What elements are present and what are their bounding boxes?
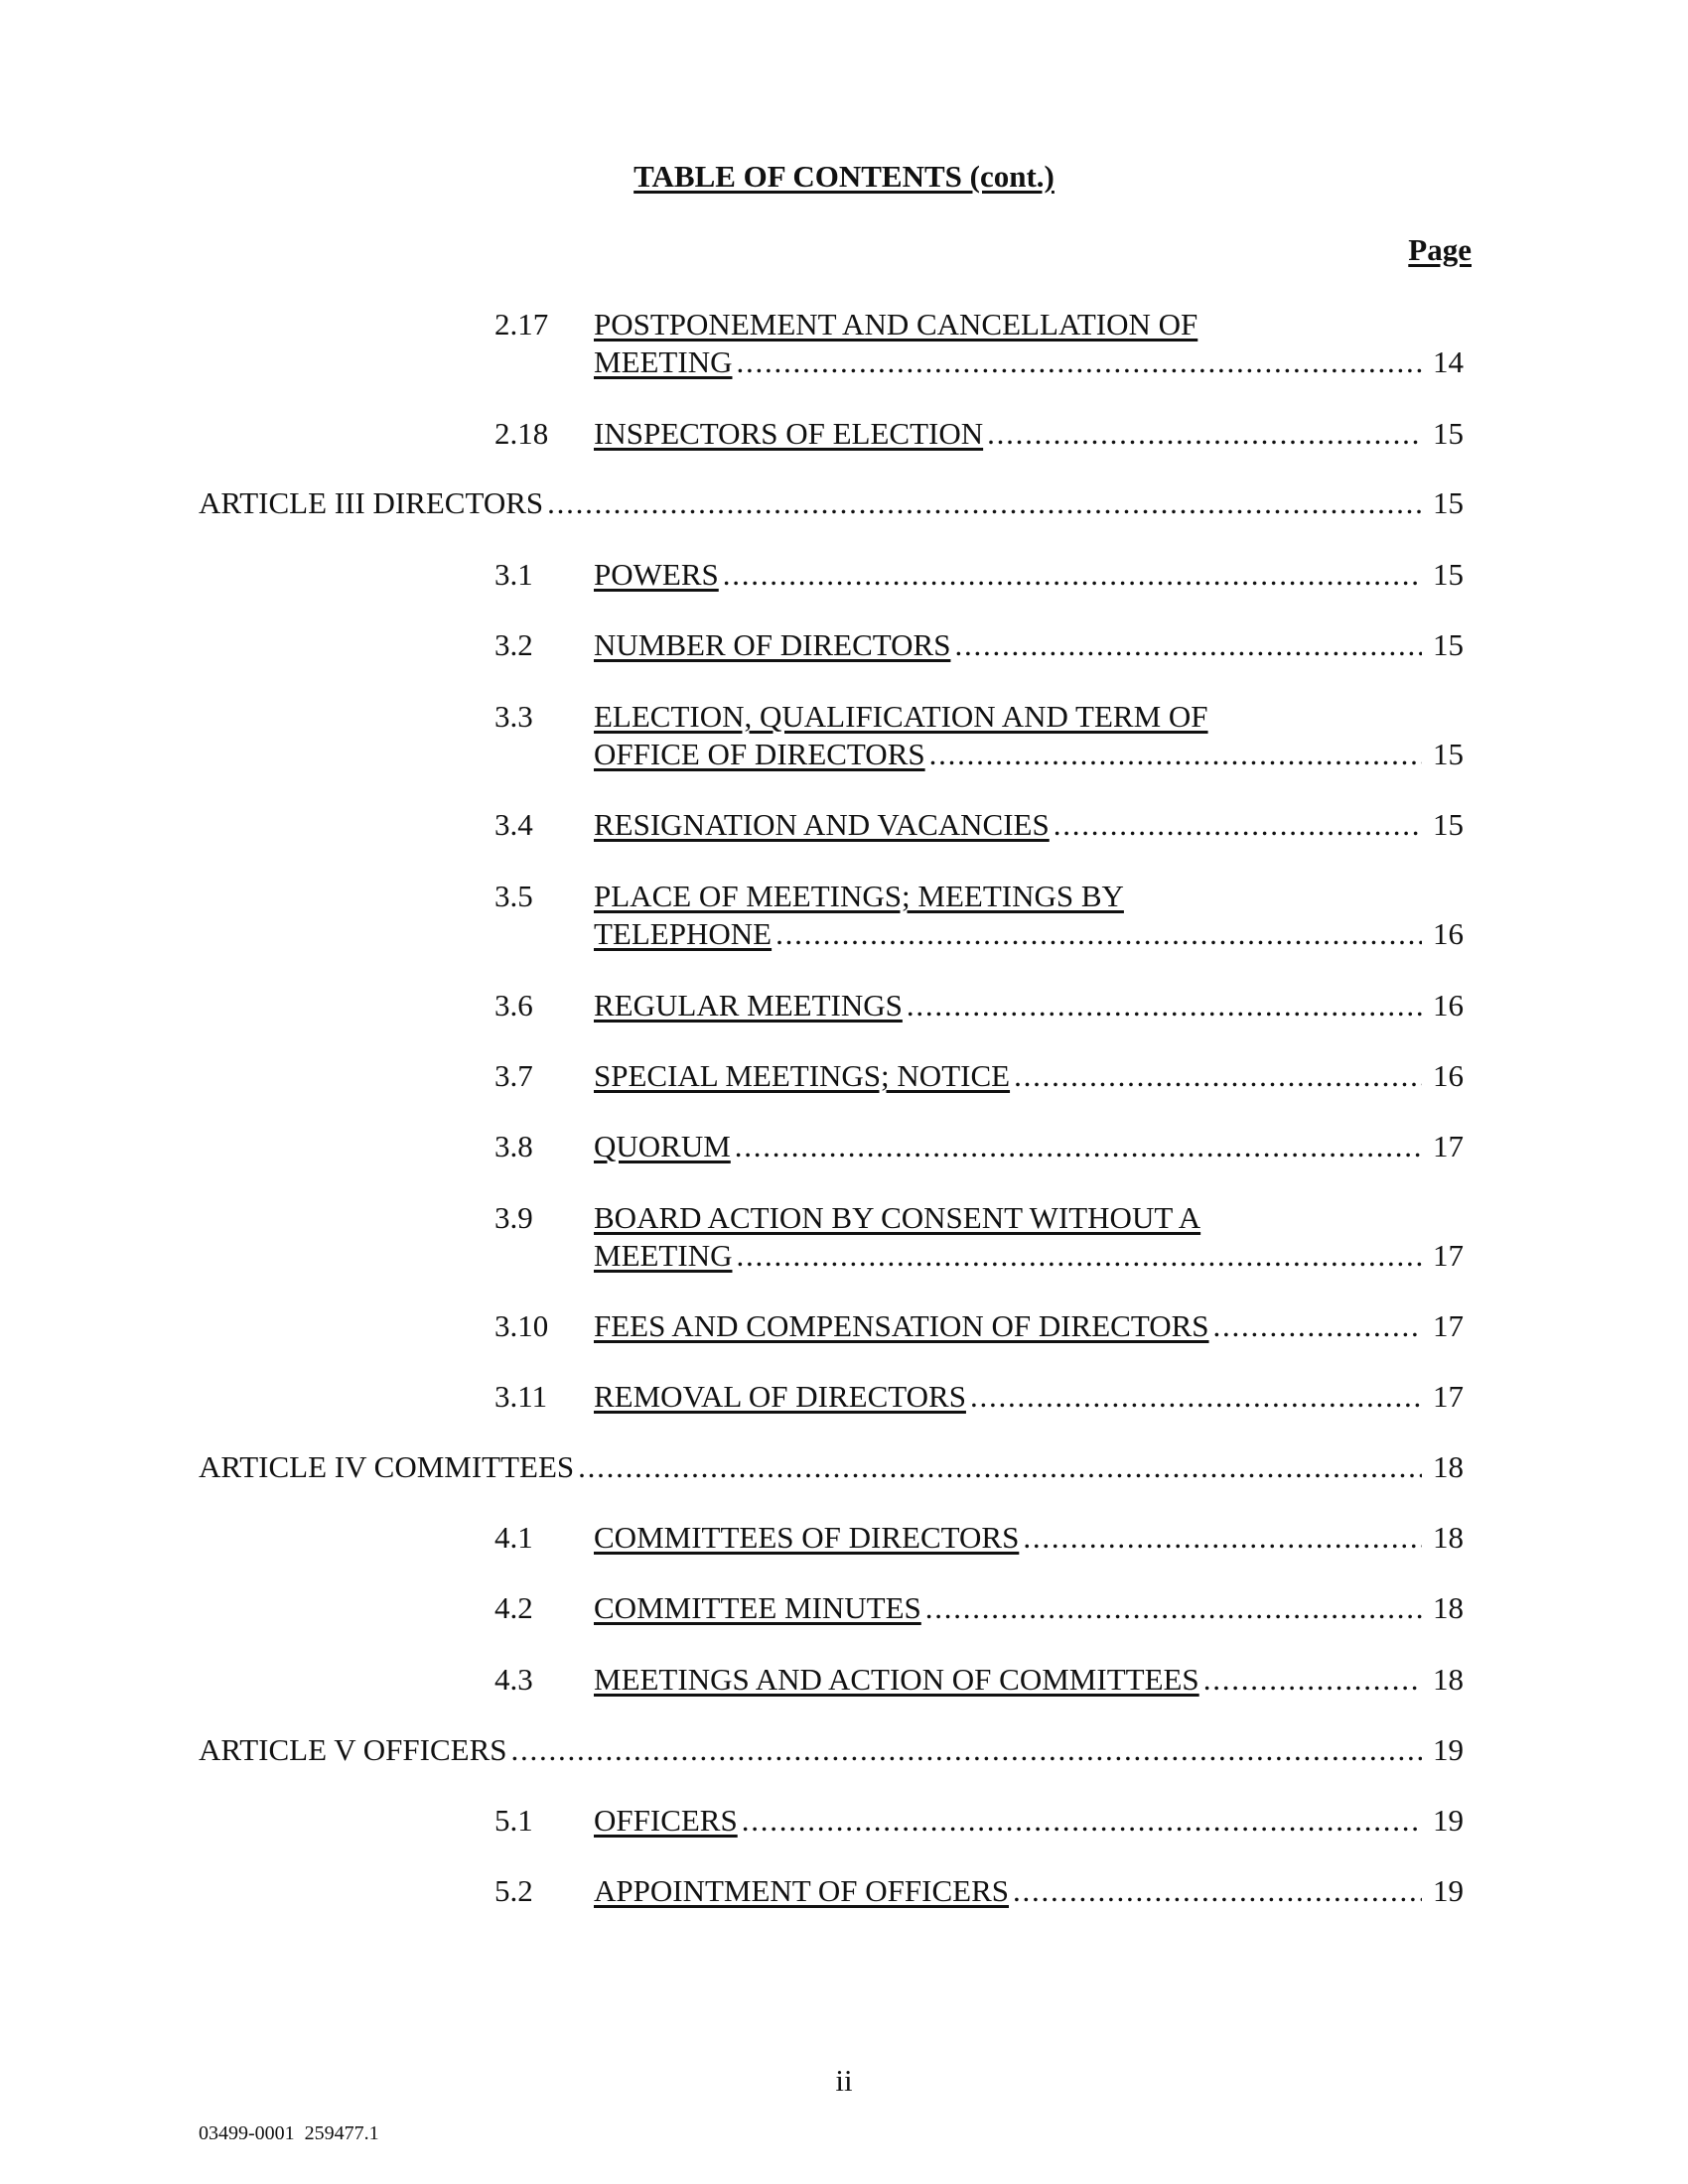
- entry-title[interactable]: RESIGNATION AND VACANCIES: [594, 807, 1050, 842]
- page-number: 15: [1433, 737, 1464, 771]
- page-number: 19: [1433, 1803, 1464, 1838]
- section-number: 3.6: [494, 988, 533, 1023]
- section-number: 3.11: [494, 1379, 548, 1414]
- entry-title[interactable]: REMOVAL OF DIRECTORS: [594, 1379, 966, 1414]
- section-number: 2.18: [494, 416, 549, 451]
- entry-title[interactable]: REGULAR MEETINGS: [594, 988, 903, 1023]
- page-column-header: Page: [1408, 232, 1472, 267]
- entry-title[interactable]: SPECIAL MEETINGS; NOTICE: [594, 1058, 1011, 1093]
- page-number: 18: [1433, 1449, 1464, 1484]
- dot-leader: [925, 1589, 1422, 1627]
- page-number: 19: [1433, 1732, 1464, 1767]
- article-title[interactable]: ARTICLE IV COMMITTEES: [199, 1449, 575, 1484]
- page-number: 18: [1433, 1590, 1464, 1625]
- section-number: 5.1: [494, 1803, 533, 1838]
- footer-page-number: ii: [835, 2063, 853, 2098]
- article-title[interactable]: ARTICLE V OFFICERS: [199, 1732, 507, 1767]
- page-number: 16: [1433, 1058, 1464, 1093]
- entry-title[interactable]: OFFICERS: [594, 1803, 738, 1838]
- entry-title-line1[interactable]: PLACE OF MEETINGS; MEETINGS BY: [594, 879, 1124, 913]
- toc-title: TABLE OF CONTENTS (cont.): [633, 159, 1055, 194]
- section-number: 3.1: [494, 557, 533, 592]
- dot-leader: [954, 626, 1422, 664]
- page-number: 16: [1433, 916, 1464, 951]
- section-number: 5.2: [494, 1873, 533, 1908]
- section-number: 3.3: [494, 699, 533, 734]
- entry-title[interactable]: COMMITTEES OF DIRECTORS: [594, 1520, 1020, 1555]
- section-number: 3.10: [494, 1308, 549, 1343]
- page-number: 18: [1433, 1662, 1464, 1697]
- dot-leader: [1014, 1057, 1422, 1095]
- section-number: 3.9: [494, 1200, 533, 1235]
- dot-leader: [1203, 1661, 1422, 1699]
- document-id: 03499-0001 259477.1: [199, 2122, 379, 2144]
- entry-title-line2[interactable]: OFFICE OF DIRECTORS: [594, 737, 925, 771]
- dot-leader: [987, 415, 1422, 453]
- dot-leader: [907, 987, 1422, 1024]
- dot-leader: [1054, 806, 1422, 844]
- section-number: 3.2: [494, 627, 533, 662]
- page-number: 15: [1433, 557, 1464, 592]
- entry-title-line2[interactable]: TELEPHONE: [594, 916, 773, 951]
- section-number: 3.5: [494, 879, 533, 913]
- entry-title[interactable]: POWERS: [594, 557, 719, 592]
- entry-title[interactable]: NUMBER OF DIRECTORS: [594, 627, 951, 662]
- entry-title[interactable]: MEETINGS AND ACTION OF COMMITTEES: [594, 1662, 1199, 1697]
- page-number: 15: [1433, 627, 1464, 662]
- section-number: 2.17: [494, 307, 549, 341]
- entry-title[interactable]: INSPECTORS OF ELECTION: [594, 416, 984, 451]
- page-number: 15: [1433, 485, 1464, 520]
- entry-title[interactable]: FEES AND COMPENSATION OF DIRECTORS: [594, 1308, 1209, 1343]
- dot-leader: [511, 1731, 1423, 1769]
- entry-title-line1[interactable]: BOARD ACTION BY CONSENT WITHOUT A: [594, 1200, 1201, 1235]
- dot-leader: [1213, 1307, 1422, 1345]
- dot-leader: [929, 736, 1422, 773]
- section-number: 4.2: [494, 1590, 533, 1625]
- dot-leader: [775, 915, 1422, 953]
- page-number: 17: [1433, 1308, 1464, 1343]
- entry-title[interactable]: QUORUM: [594, 1129, 731, 1163]
- entry-title[interactable]: APPOINTMENT OF OFFICERS: [594, 1873, 1010, 1908]
- dot-leader: [578, 1448, 1422, 1486]
- dot-leader: [736, 343, 1422, 381]
- page-number: 16: [1433, 988, 1464, 1023]
- entry-title-line1[interactable]: POSTPONEMENT AND CANCELLATION OF: [594, 307, 1198, 341]
- dot-leader: [1023, 1519, 1422, 1557]
- section-number: 3.4: [494, 807, 533, 842]
- page-number: 17: [1433, 1379, 1464, 1414]
- page-number: 19: [1433, 1873, 1464, 1908]
- entry-title-line1[interactable]: ELECTION, QUALIFICATION AND TERM OF: [594, 699, 1208, 734]
- page-number: 14: [1433, 344, 1464, 379]
- entry-title-line2[interactable]: MEETING: [594, 344, 733, 379]
- dot-leader: [723, 556, 1422, 594]
- page-number: 15: [1433, 416, 1464, 451]
- dot-leader: [970, 1378, 1422, 1416]
- article-title[interactable]: ARTICLE III DIRECTORS: [199, 485, 544, 520]
- page-number: 17: [1433, 1129, 1464, 1163]
- section-number: 3.8: [494, 1129, 533, 1163]
- page-number: 17: [1433, 1238, 1464, 1273]
- entry-title-line2[interactable]: MEETING: [594, 1238, 733, 1273]
- dot-leader: [547, 484, 1422, 522]
- page-number: 18: [1433, 1520, 1464, 1555]
- dot-leader: [736, 1237, 1422, 1275]
- page-number: 15: [1433, 807, 1464, 842]
- entry-title[interactable]: COMMITTEE MINUTES: [594, 1590, 921, 1625]
- dot-leader: [735, 1128, 1422, 1165]
- dot-leader: [742, 1802, 1422, 1840]
- section-number: 4.1: [494, 1520, 533, 1555]
- section-number: 3.7: [494, 1058, 533, 1093]
- section-number: 4.3: [494, 1662, 533, 1697]
- dot-leader: [1013, 1872, 1422, 1910]
